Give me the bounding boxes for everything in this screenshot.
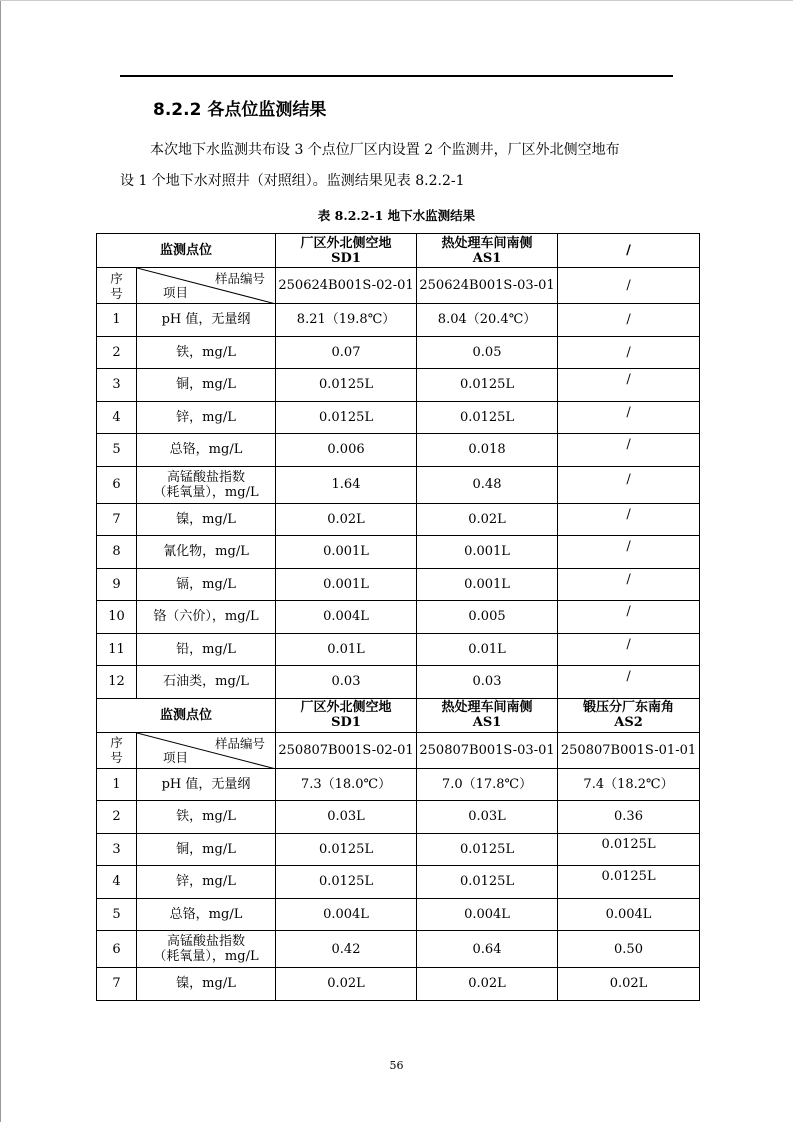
value-text: / [626,437,631,453]
item-name: pH 值，无量纲 [137,768,276,801]
row-number: 8 [97,536,137,569]
value-cell: 0.42 [276,931,417,968]
value-text: 0.36 [614,809,643,825]
row-number: 4 [97,866,137,899]
sample-id-cell: 250624B001S-03-01 [417,268,558,304]
value-cell [558,568,700,601]
data-row [97,931,700,968]
value-cell: 0.0125L [276,401,417,434]
serial-header-cell [97,268,137,304]
data-row [97,898,700,931]
row-number: 7 [97,503,137,536]
diagonal-header-cell [137,268,276,304]
value-cell: 0.0125L [276,833,417,866]
value-cell [558,931,700,968]
value-cell [558,434,700,467]
value-cell: 0.001L [276,568,417,601]
item-name-line2: （耗氧量），mg/L [153,949,259,964]
value-cell: 0.0125L [417,369,558,402]
value-cell [558,968,700,1001]
sample-id-label: 样品编号 [215,735,266,751]
value-cell [558,536,700,569]
value-cell: 7.0（17.8℃） [417,768,558,801]
sample-id-cell: 250624B001S-02-01 [276,268,417,304]
value-cell: 0.0125L [417,401,558,434]
data-row [97,833,700,866]
value-cell: 0.0125L [276,866,417,899]
serial-header-cell [97,732,137,768]
serial-header-top: 序 [110,270,123,286]
value-cell [558,336,700,369]
value-text: 0.02L [609,976,648,992]
point-name-line1: 热处理车间南侧 [441,235,533,251]
value-cell: 0.05 [417,336,558,369]
data-row [97,304,700,337]
sample-id-row [97,268,700,304]
item-name: 铜，mg/L [137,369,276,402]
results-table-body [97,234,700,1001]
value-cell: 8.21（19.8℃） [276,304,417,337]
value-text: 0.50 [614,941,643,957]
page-number: 56 [389,1059,404,1072]
value-cell [558,768,700,801]
value-cell: 1.64 [276,466,417,503]
value-cell: 0.006 [276,434,417,467]
point-name-cell [417,698,558,732]
value-cell: 0.01L [276,633,417,666]
point-code: SD1 [331,715,361,730]
value-cell [558,633,700,666]
item-name: 总铬，mg/L [137,898,276,931]
point-code: SD1 [331,250,361,266]
value-text: / [626,344,631,360]
paragraph-line-1: 本次地下水监测共布设 3 个点位厂区内设置 2 个监测井，厂区外北侧空地布 [150,142,620,158]
data-row [97,768,700,801]
value-cell [558,833,700,866]
value-cell: 0.01L [417,633,558,666]
value-cell: 8.04（20.4℃） [417,304,558,337]
data-row [97,801,700,834]
value-cell [558,866,700,899]
value-text: / [626,604,631,620]
value-cell: 0.03L [417,801,558,834]
value-cell: 0.03 [276,666,417,699]
item-name: 镉，mg/L [137,568,276,601]
item-name: 铬（六价），mg/L [137,601,276,634]
section-title: 8.2.2 各点位监测结果 [153,100,327,120]
data-row [97,866,700,899]
data-row [97,601,700,634]
item-name-line1: 高锰酸盐指数 [167,469,246,485]
value-text: / [626,404,631,420]
value-cell: 0.001L [417,536,558,569]
item-name-line1: 高锰酸盐指数 [167,934,246,949]
point-name-cell [417,234,558,268]
sample-id-row [97,732,700,768]
row-number: 2 [97,336,137,369]
value-text: / [626,636,631,652]
value-cell [558,601,700,634]
diagonal-header-cell [137,732,276,768]
item-name [137,931,276,968]
point-name-line1: 厂区外北侧空地 [300,235,392,251]
value-cell: 0.03L [276,801,417,834]
serial-header-top: 序 [110,735,123,750]
point-name-line1: 热处理车间南侧 [441,700,533,715]
value-text: 0.004L [605,906,652,922]
item-name: 锌，mg/L [137,866,276,899]
header-rule [120,75,673,77]
point-name-line1: / [626,243,631,258]
data-row [97,336,700,369]
value-cell: 0.005 [417,601,558,634]
value-cell [558,898,700,931]
paragraph-line-2: 设 1 个地下水对照井（对照组）。监测结果见表 8.2.2-1 [120,173,465,189]
value-cell: 0.03 [417,666,558,699]
data-row [97,568,700,601]
value-text: / [626,539,631,555]
point-name-cell [276,698,417,732]
item-name: 铁，mg/L [137,801,276,834]
value-cell: 0.004L [276,601,417,634]
value-cell [558,369,700,402]
item-name: pH 值，无量纲 [137,304,276,337]
point-name-line1: 锻压分厂东南角 [583,700,675,715]
value-text: / [626,571,631,587]
row-number: 3 [97,833,137,866]
row-number: 6 [97,931,137,968]
value-text: 7.4（18.2℃） [583,776,674,792]
value-cell [558,503,700,536]
value-text: 0.0125L [601,836,656,852]
data-row [97,633,700,666]
row-number: 11 [97,633,137,666]
value-text: / [626,669,631,685]
row-number: 5 [97,898,137,931]
data-row [97,401,700,434]
page-edge-top [0,0,793,1]
results-table [96,233,700,1001]
value-text: / [626,506,631,522]
value-cell: 0.0125L [417,866,558,899]
data-row [97,466,700,503]
value-cell: 0.001L [417,568,558,601]
serial-header-bottom: 号 [110,750,123,765]
data-row [97,968,700,1001]
item-name: 铅，mg/L [137,633,276,666]
item-name: 总铬，mg/L [137,434,276,467]
value-cell [558,304,700,337]
value-text: / [626,472,631,487]
table-caption: 表 8.2.2-1 地下水监测结果 [317,208,476,223]
row-number: 3 [97,369,137,402]
point-header-label: 监测点位 [97,234,276,268]
row-number: 7 [97,968,137,1001]
item-name-line2: （耗氧量），mg/L [153,484,259,500]
value-cell: 0.0125L [417,833,558,866]
item-name: 锌，mg/L [137,401,276,434]
item-label: 项目 [163,285,189,300]
value-cell [558,666,700,699]
row-number: 6 [97,466,137,503]
page-edge-left [0,0,1,1122]
value-cell [558,466,700,503]
value-text: 0.0125L [601,869,656,885]
sample-id-cell: 250807B001S-01-01 [558,732,700,768]
value-cell: 0.004L [417,898,558,931]
value-cell: 0.0125L [276,369,417,402]
value-cell: 0.64 [417,931,558,968]
row-number: 9 [97,568,137,601]
value-cell: 0.02L [417,968,558,1001]
value-cell: 0.02L [276,503,417,536]
value-cell [558,401,700,434]
item-name: 铜，mg/L [137,833,276,866]
value-cell: 0.018 [417,434,558,467]
point-code: AS2 [614,715,643,730]
data-row [97,536,700,569]
value-cell: 7.3（18.0℃） [276,768,417,801]
point-header-label: 监测点位 [97,698,276,732]
value-cell: 0.48 [417,466,558,503]
data-row [97,666,700,699]
point-code: AS1 [472,715,502,730]
value-cell: 0.07 [276,336,417,369]
item-name: 铁，mg/L [137,336,276,369]
data-row [97,434,700,467]
row-number: 1 [97,768,137,801]
serial-header-bottom: 号 [110,285,123,301]
value-cell: 0.004L [276,898,417,931]
value-cell: 0.02L [276,968,417,1001]
data-row [97,503,700,536]
item-name: 镍，mg/L [137,503,276,536]
sample-id-label: 样品编号 [215,271,266,286]
row-number: 10 [97,601,137,634]
sample-id-cell: / [558,268,700,304]
row-number: 5 [97,434,137,467]
value-cell [558,801,700,834]
item-name [137,466,276,503]
row-number: 2 [97,801,137,834]
row-number: 12 [97,666,137,699]
point-header-row [97,698,700,732]
value-text: / [626,372,631,388]
point-name-cell [558,698,700,732]
item-name: 氰化物，mg/L [137,536,276,569]
sample-id-cell: 250807B001S-02-01 [276,732,417,768]
value-text: / [626,312,631,328]
item-label: 项目 [163,749,189,765]
value-cell: 0.02L [417,503,558,536]
row-number: 4 [97,401,137,434]
row-number: 1 [97,304,137,337]
point-header-row [97,234,700,268]
sample-id-cell: 250807B001S-03-01 [417,732,558,768]
value-cell: 0.001L [276,536,417,569]
point-name-cell [558,234,700,268]
point-name-cell [276,234,417,268]
point-code: AS1 [472,250,502,266]
point-name-line1: 厂区外北侧空地 [300,700,392,715]
item-name: 镍，mg/L [137,968,276,1001]
item-name: 石油类，mg/L [137,666,276,699]
data-row [97,369,700,402]
